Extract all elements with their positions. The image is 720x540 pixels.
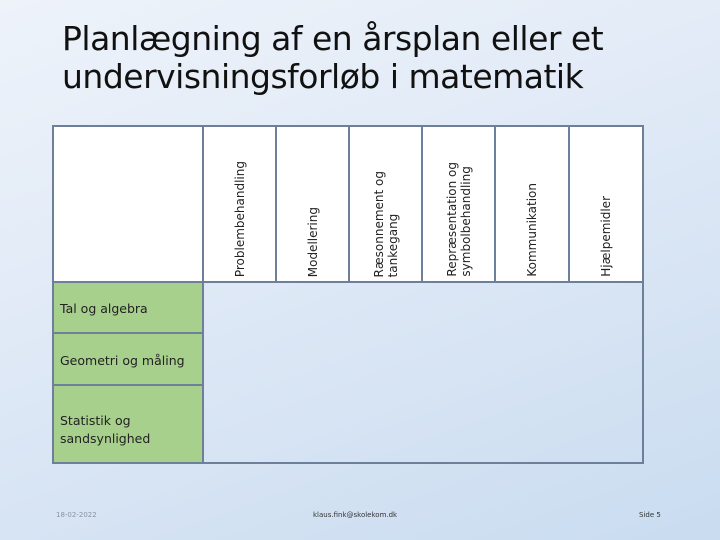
column-header-label: Kommunikation: [525, 183, 539, 277]
row-header-tal-og-algebra: Tal og algebra: [53, 282, 203, 333]
footer-email: klaus.fink@skolekom.dk: [313, 511, 398, 519]
column-header-label: Repræsentation og symbolbehandling: [444, 162, 473, 277]
row-header-statistik-og-sandsynlighed: Statistik og sandsynlighed: [53, 385, 203, 463]
column-header-label: Modellering: [305, 206, 320, 277]
column-header-label: Problembehandling: [232, 160, 247, 277]
column-header-problembehandling: [203, 126, 276, 282]
column-header-kommunikation: [495, 126, 569, 282]
table-row-tal-og-algebra: [53, 282, 643, 333]
header-row: [53, 126, 643, 282]
column-header-repraesentation: [422, 126, 495, 282]
footer-date: 18-02-2022: [56, 511, 97, 519]
slide-title: [62, 20, 702, 96]
corner-cell: [53, 126, 203, 282]
content-area[interactable]: [203, 282, 643, 463]
column-header-modellering: [276, 126, 349, 282]
planning-table: [52, 125, 644, 464]
title-line-1: Planlægning af en årsplan eller et: [62, 19, 604, 58]
column-header-raesonnement: [349, 126, 422, 282]
row-header-geometri-og-maaling: Geometri og måling: [53, 333, 203, 384]
footer-page-number: Side 5: [639, 511, 661, 519]
column-header-label: Hjælpemidler: [599, 196, 613, 277]
column-header-label: Ræsonnement og tankegang: [371, 170, 400, 277]
title-line-2: undervisningsforløb i matematik: [62, 57, 584, 96]
column-header-hjaelpemidler: [569, 126, 643, 282]
